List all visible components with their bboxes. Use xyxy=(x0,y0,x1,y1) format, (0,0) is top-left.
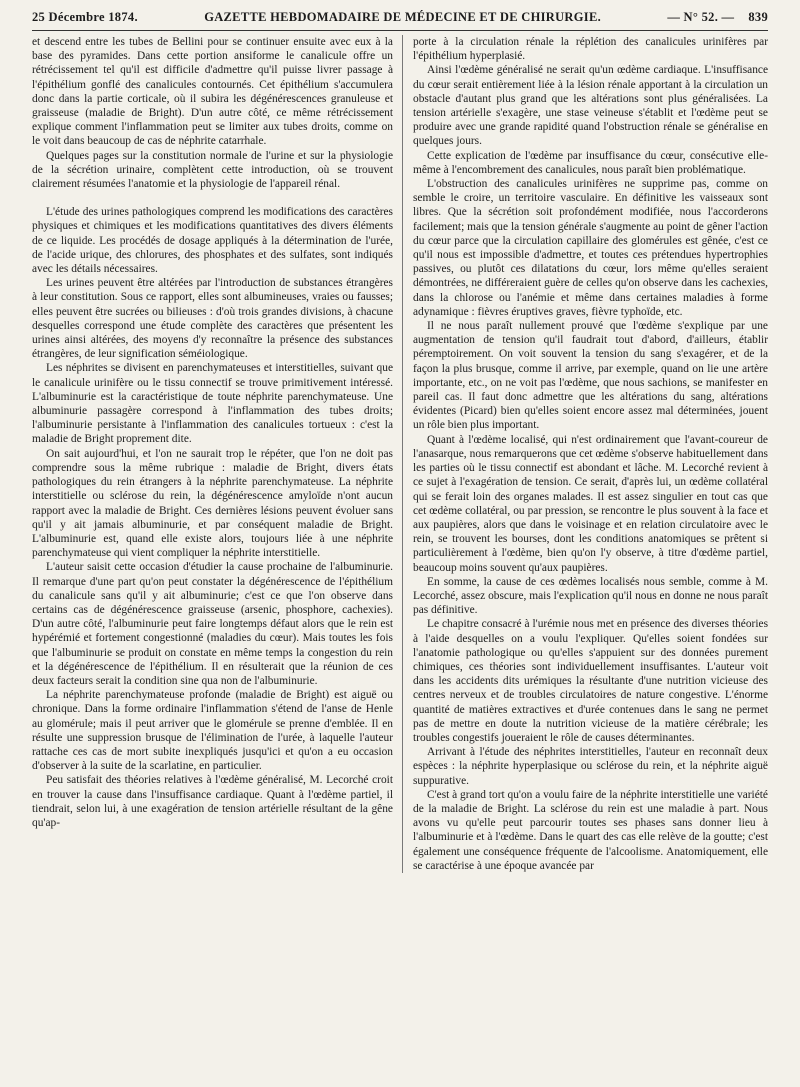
header-issue: — N° 52. — xyxy=(667,10,735,24)
paragraph: Cette explication de l'œdème par insuffisance du cœur, consécutive elle-même à l'encombrement des canalicules, nous paraît bien problématique. xyxy=(413,149,768,176)
paragraph: La néphrite parenchymateuse profonde (maladie de Bright) est aiguë ou chronique. Dans la forme ordinaire l'inflammation s'étend de l'anse de Henle au glomérule; mais il peut arriver que le glomérule se prenne d'emblée. Il en résulte une suppression brusque de l'élimination de l'urée, à laquelle l'auteur rattache ces cas de mort subite inexpliqués jusqu'ici et qu'on a eu occasion d'observer à la suite de la scarlatine, en particulier. xyxy=(32,689,393,773)
paragraph: L'obstruction des canalicules urinifères ne supprime pas, comme on semble le croire, un territoire vasculaire. En définitive les vaisseaux sont libres. Que la sécrétion soit profondément modifiée, nous l'accorderons facilement; mais que la tension générale s'augmente au point de gêner l'action du cœur parce que la circulation capillaire des glomérules est gênée, c'est ce qu'il nous est impossible d'admettre, et toutes ces prétendues hypertrophies passives, ou plutôt ces dilatations du cœur, lors même qu'elles seraient démontrées, ne différeraient guère de celles qu'on observe dans les cachexies, dans la chlorose ou l'anémie et même dans certaines maladies à forme adynamique : fièvres éruptives graves, fièvre typhoïde, etc. xyxy=(413,178,768,318)
left-column xyxy=(32,35,393,873)
paragraph: Le chapitre consacré à l'urémie nous met en présence des diverses théories à l'aide desquelles on a voulu l'expliquer. Qu'elles soient fondées sur l'anatomie pathologique ou qu'elles s'appuient sur des données purement chimiques, ces théories sont individuellement insuffisantes. L'auteur voit dans les accidents dits urémiques la résultante d'une nutrition vicieuse des centres nerveux et de troubles circulatoires de nature congestive. L'énorme quantité de matières extractives et d'urée contenues dans le sang ne permet pas de mettre en doute la nutrition vicieuse de la matière cérébrale; les troubles congestifs joueraient le rôle de causes déterminantes. xyxy=(413,618,768,744)
paragraph: On sait aujourd'hui, et l'on ne saurait trop le répéter, que l'on ne doit pas comprendre sous la même rubrique : maladie de Bright, divers états pathologiques du rein étrangers à la néphrite parenchymateuse. La néphrite interstitielle ou sclérose du rein, la dégénérescence amyloïde n'ont aucun rapport avec la maladie de Bright. Ces dernières lésions peuvent évoluer sans qu'il y ait jamais albuminurie, et par conséquent maladie de Bright. L'albuminurie est, quand elle existe alors, toujours liée à une néphrite parenchymateuse qui vient compliquer la néphrite interstitielle. xyxy=(32,447,393,560)
right-column xyxy=(402,35,768,873)
text-columns xyxy=(32,35,768,873)
paragraph: Arrivant à l'étude des néphrites interstitielles, l'auteur en reconnaît deux espèces : la néphrite hyperplasique ou sclérose du rein, et la néphrite aiguë suppurative. xyxy=(413,746,768,787)
paragraph: Les urines peuvent être altérées par l'introduction de substances étrangères à leur constitution. Sous ce rapport, elles sont albumineuses, vraies ou fausses; elles peuvent être sucrées ou bilieuses : d'où trois grandes divisions, à chacune desquelles correspond une étude complète des caractères que présentent les urines ainsi altérées, des moyens d'y reconnaître la présence des substances étrangères, de leur signification séméiologique. xyxy=(32,277,393,361)
paragraph: Il ne nous paraît nullement prouvé que l'œdème s'explique par une augmentation de tension qu'il faudrait tout d'abord, d'ailleurs, établir péremptoirement. On voit souvent la tension du sang s'exagérer, et de la façon la plus brusque, comme il arrive, par exemple, quand on lie une artère importante, etc., on ne voit pas l'œdème, que nous sachions, se manifester en pareil cas. Il faut donc admettre que les altérations du sang, altérations évidentes (Picard) bien qu'elles soient encore assez mal déterminées, jouent un rôle bien plus important. xyxy=(413,320,768,432)
paragraph: L'étude des urines pathologiques comprend les modifications des caractères physiques et chimiques et les modifications quantitatives des divers éléments de ce liquide. Les procédés de dosage appliqués à la détermination de l'urée, de l'acide urique, des chlorures, des phosphates et des sulfates, sont indiqués avec les détails nécessaires. xyxy=(32,206,393,276)
header-page-number: 839 xyxy=(748,10,768,24)
paragraph: Quelques pages sur la constitution normale de l'urine et sur la physiologie de la sécrétion urinaire, complètent cette introduction, où se trouvent clairement résumées l'anatomie et la physiologie de l'appareil rénal. xyxy=(32,149,393,191)
page-header xyxy=(32,4,768,31)
paragraph: porte à la circulation rénale la réplétion des canalicules urinifères par l'épithélium hyperplasié. xyxy=(413,36,768,63)
paragraph: Les néphrites se divisent en parenchymateuses et interstitielles, suivant que le canalicule urinifère ou le tissu connectif se trouve primitivement intéressé. L'albuminurie est la caractéristique de toute néphrite parenchymateuse. Une albuminurie passagère correspond à l'inflammation des tubes droits; l'albuminurie persistante à l'inflammation des canalicules tortueux : c'est la maladie de Bright proprement dite. xyxy=(32,362,393,446)
paragraph: Peu satisfait des théories relatives à l'œdème généralisé, M. Lecorché croit en trouver la cause dans l'insuffisance cardiaque. Quant à l'œdème partiel, il tiendrait, selon lui, à une exagération de tension artérielle résultant de la gêne qu'ap- xyxy=(32,774,393,829)
paragraph: Quant à l'œdème localisé, qui n'est ordinairement que l'avant-coureur de l'anasarque, nous remarquerons que cet œdème s'observe habituellement dans les parties où le tissu connectif est abondant et lâche. M. Lecorché revient à ce sujet à l'exagération de tension. Ce serait, d'après lui, un œdème collatéral qui se ferait loin des organes malades. Il est assez singulier en tout cas que cet œdème collatéral, ou par pression, se rencontre le plus souvent à la face et aux paupières, alors que dans le voisinage et en relation circulatoire avec le rein, se trouvent les bourses, dont les conditions anatomiques se prêtent si particulièrement à l'œdème, bien qu'on l'y observe, à titre d'œdème partiel, beaucoup moins souvent qu'aux paupières. xyxy=(413,433,768,574)
header-title: GAZETTE HEBDOMADAIRE DE MÉDECINE ET DE CHIRURGIE. xyxy=(204,10,602,24)
header-right xyxy=(667,4,768,30)
paragraph: En somme, la cause de ces œdèmes localisés nous semble, comme à M. Lecorché, assez obscure, mais l'explication qu'il nous en donne ne nous paraît pas définitive. xyxy=(413,575,768,617)
header-date: 25 Décembre 1874. xyxy=(32,10,138,24)
paragraph: et descend entre les tubes de Bellini pour se continuer ensuite avec eux à la base des pyramides. Dans cette portion ansiforme le canalicule offre un rétrécissement tel qu'il est difficile d'admettre qu'il puisse livrer passage à l'épithélium gonflé des canalicules contournés. Cet épithélium s'accumulera donc dans la partie corticale, où il subira les dégénérescences granuleuse et graisseuse (maladie de Bright). D'un autre côté, ce même rétrécissement explique comment l'inflammation peut se limiter aux tubes droits, comme on le voit dans beaucoup de cas de néphrite catarrhale. xyxy=(32,36,393,148)
paragraph: C'est à grand tort qu'on a voulu faire de la néphrite interstitielle une variété de la maladie de Bright. La sclérose du rein est une maladie à part. Nous avons vu qu'elle peut parcourir toutes ses phases sans donner lieu à l'albuminurie et à l'œdème. Dans le quart des cas elle relève de la goutte; c'est également une conséquence fréquente de l'alcoolisme. Anatomiquement, elle se caractérise à une époque avancée par xyxy=(413,788,768,872)
paragraph: L'auteur saisit cette occasion d'étudier la cause prochaine de l'albuminurie. Il remarque d'une part qu'on peut constater la dégénérescence de l'épithélium du canalicule sans qu'il y ait albuminurie; c'est ce que l'on observe dans certains cas de dégénérescence graisseuse (arsenic, phosphore, cachexies). D'un autre côté, l'albuminurie peut faire longtemps défaut alors que le rein est hypérémié et fortement congestionné (maladies du cœur). Mais toutes les fois que l'albuminurie se produit on constate en même temps la congestion du rein et la dégénérescence de l'épithélium. Il en résulterait que la réunion de ces deux facteurs serait la condition sine qua non de l'albuminurie. xyxy=(32,561,393,687)
paragraph: Ainsi l'œdème généralisé ne serait qu'un œdème cardiaque. L'insuffisance du cœur serait entièrement liée à la lésion rénale apportant à la circulation un obstacle d'autant plus grand que les altérations sont plus généralisées. La tension artérielle s'exagère, une stase veineuse s'établit et l'œdème peut se produire avec une grande rapidité quand l'obstruction rénale se généralise en quelques jours. xyxy=(413,64,768,148)
